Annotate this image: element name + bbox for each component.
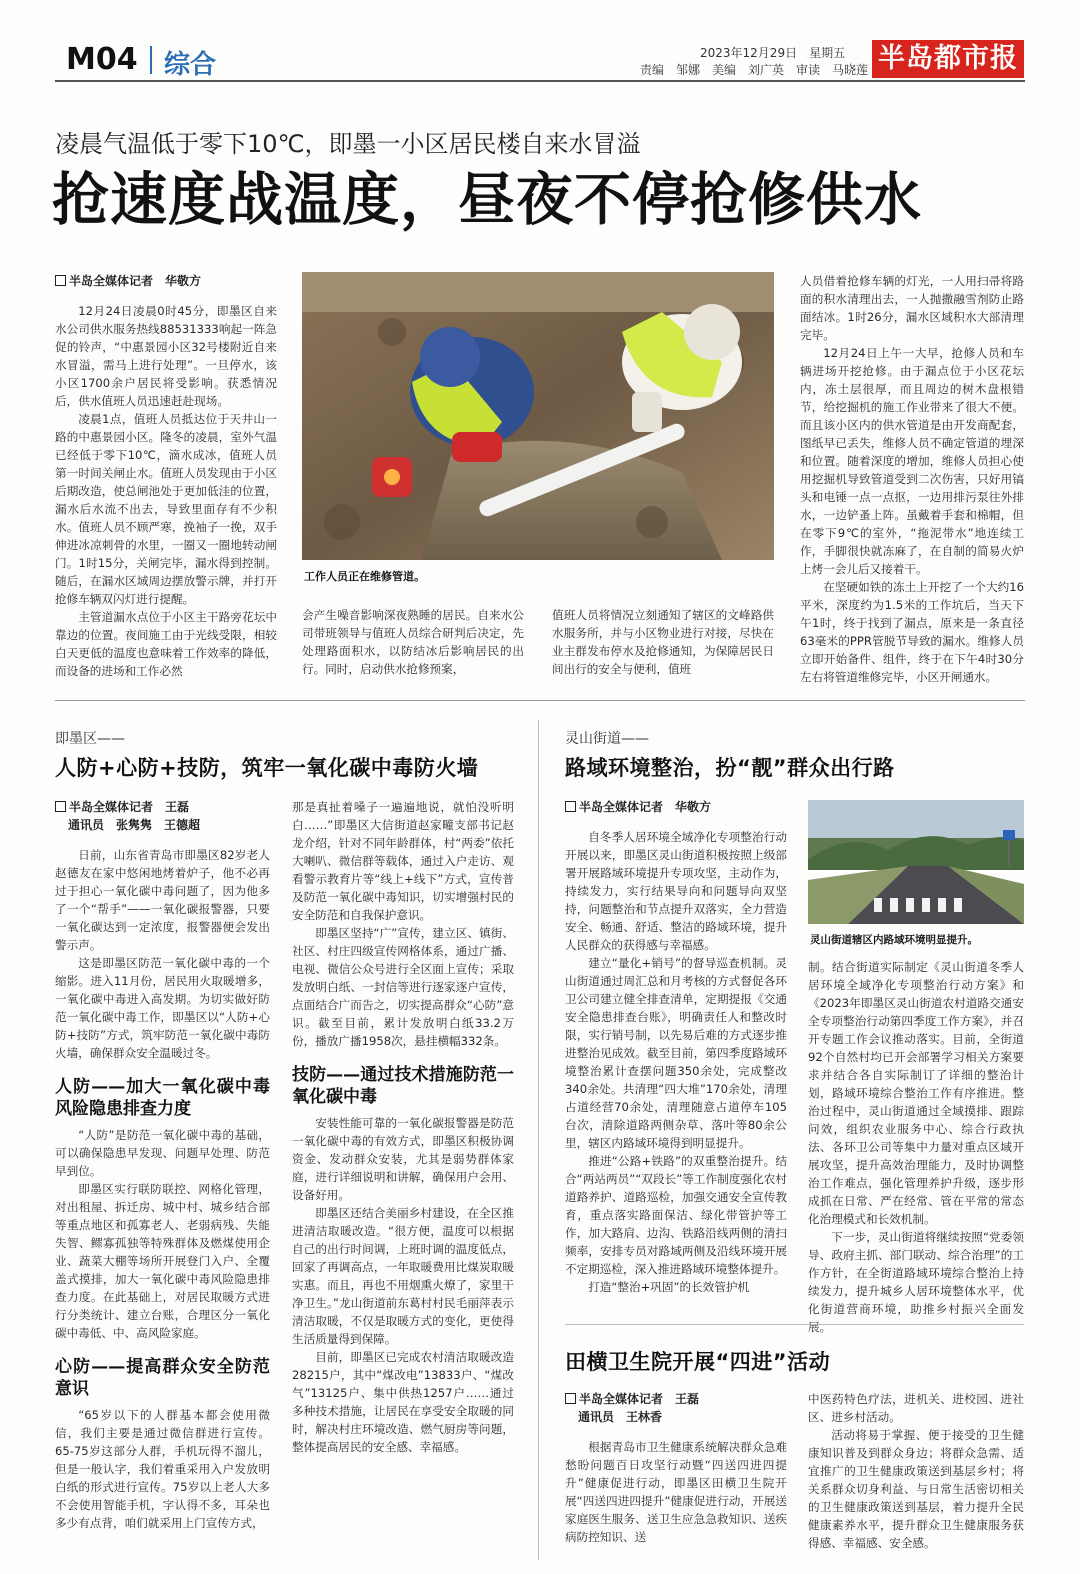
page-number: M04 bbox=[66, 42, 138, 77]
story4-column-1 bbox=[565, 1438, 787, 1568]
paragraph: 主管道漏水点位于小区主干路旁花坛中靠边的位置。夜间施工由于光线受限，相较白天更低的温度也意味着工作效率的降低，而设备的进场和工作必然 bbox=[55, 610, 277, 678]
paragraph: 值班人员将情况立刻通知了辖区的文峰路供水服务所，并与小区物业进行对接，尽快在业主群发布停水及抢修通知，为保障居民日间出行的安全与便利，值班 bbox=[552, 608, 774, 676]
story4-rule bbox=[565, 1324, 1024, 1325]
date-line: 2023年12月29日 星期五 bbox=[700, 46, 846, 60]
section-rule bbox=[55, 700, 1025, 701]
byline-box bbox=[565, 801, 576, 812]
story3-byline-text: 半岛全媒体记者 华敬方 bbox=[579, 800, 712, 814]
lead-photo-caption: 工作人员正在维修管道。 bbox=[304, 570, 425, 583]
paragraph: 制。结合街道实际制定《灵山街道冬季人居环境全域净化专项整治行动方案》和《2023年即墨区灵山街道农村道路交通安全专项整治行动第四季度工作方案》，并召开专题工作会议推动落实。目前，全街道92个自然村均已开会部署学习相关方案要求并结合各自实际制订了详细的整治计划，路域环境综合整治工作有序推进。整治过程中，灵山街道通过全域摸排、跟踪问效，组织农业服务中心、综合行政执法、各环卫公司等集中力量对重点区域开展攻坚，提升高效治理能力，及时协调整治工作难点，强化管理养护升级，逐步形成抓在日常、严在经常、管在平常的常态化治理模式和长效机制。 bbox=[808, 960, 1024, 1226]
lead-kicker: 凌晨气温低于零下10℃，即墨一小区居民楼自来水冒溢 bbox=[55, 130, 641, 158]
paragraph: 中医药特色疗法，进机关、进校园、进社区、进乡村活动。 bbox=[808, 1392, 1024, 1424]
paragraph: 那是真扯着嗓子一遍遍地说，就怕没听明白……”即墨区大信街道赵家疃支部书记赵龙介绍，针对不同年龄群体，村“两委”依托大喇叭、微信群等载体，通过入户走访、观看警示教育片等“线上+线下”方式，宣传普及防范一氧化碳中毒知识，切实增强村民的安全防范和自我保护意识。 bbox=[292, 800, 514, 922]
lead-photo bbox=[302, 272, 774, 560]
story4-column-2 bbox=[808, 1390, 1024, 1568]
story2-subhead-1: 人防——加大一氧化碳中毒风险隐患排查力度 bbox=[55, 1077, 270, 1119]
paragraph: 凌晨1点，值班人员抵达位于天井山一路的中惠景园小区。隆冬的凌晨，室外气温已经低于零下10℃，滴水成冰，值班人员第一时间关闸止水。值班人员发现由于小区后期改造，使总闸池处于更加低洼的位置，漏水后水流不出去，导致里面存有不少积水。值班人员不顾严寒，挽袖子一挽，双手伸进冰凉刺骨的水里，一圈又一圈地转动闸门。1时15分，关闸完毕，漏水得到控制。随后，在漏水区域周边摆放警示牌，并打开抢修车辆双闪灯进行提醒。 bbox=[55, 412, 277, 606]
lead-byline-text: 半岛全媒体记者 华敬方 bbox=[69, 274, 202, 288]
paragraph: 活动将易于掌握、便于接受的卫生健康知识普及到群众身边；将群众急需、适宜推广的卫生健康政策送到基层乡村；将关系群众切身利益、与日常生活密切相关的卫生健康政策送到基层，着力提升全民健康素养水平，提升群众卫生健康服务获得感、幸福感、安全感。 bbox=[808, 1428, 1024, 1550]
story4-byline bbox=[565, 1390, 699, 1426]
masthead-logo bbox=[872, 40, 1024, 78]
story3-kicker: 灵山街道—— bbox=[565, 731, 649, 747]
masthead-text: 半岛都市报 bbox=[878, 43, 1018, 74]
road-photo bbox=[808, 800, 1024, 924]
lead-headline: 抢速度战温度，昼夜不停抢修供水 bbox=[52, 167, 922, 233]
paragraph: 打造“整治+巩固”的长效管护机 bbox=[588, 1280, 750, 1294]
story2-byline bbox=[55, 798, 200, 834]
lead-column-3 bbox=[552, 606, 774, 678]
lead-column-2 bbox=[302, 606, 524, 678]
column-divider bbox=[538, 720, 539, 1560]
story4-headline: 田横卫生院开展“四进”活动 bbox=[565, 1350, 831, 1374]
lead-byline bbox=[55, 272, 201, 290]
story3-headline: 路域环境整治，扮“靓”群众出行路 bbox=[565, 756, 895, 780]
story2-subhead-3: 技防——通过技术措施防范一氧化碳中毒 bbox=[292, 1065, 514, 1107]
story2-headline: 人防+心防+技防，筑牢一氧化碳中毒防火墙 bbox=[55, 756, 479, 780]
story3-column-2 bbox=[808, 958, 1024, 1334]
paragraph: “65岁以下的人群基本都会使用微信，我们主要是通过微信群进行宣传。65-75岁这部分人群，手机玩得不溜儿，但是一般认字，我们着重采用入户发放明白纸的形式进行宣传。75岁以上老人大多不会使用智能手机，字认得不多，耳朵也多少有点背，咱们就采用上门宣传方式， bbox=[55, 1408, 270, 1530]
story4-byline-2: 通讯员 王林香 bbox=[578, 1410, 663, 1424]
story2-byline-1: 半岛全媒体记者 王磊 bbox=[69, 800, 190, 814]
story4-byline-1: 半岛全媒体记者 王磊 bbox=[579, 1392, 700, 1406]
story3-column-1 bbox=[565, 828, 787, 1306]
paragraph: 会产生噪音影响深夜熟睡的居民。自来水公司带班领导与值班人员综合研判后决定，先处理路面积水，以防结冰后影响居民的出行。同时，启动供水抢修预案， bbox=[302, 608, 524, 676]
paragraph: 即墨区还结合美丽乡村建设，在全区推进清洁取暖改造。“很方便，温度可以根据自己的出行时间调，上班时调的温度低点，回家了再调高点，一年取暖费用比煤炭取暖实惠。而且，再也不用烟熏火燎了，家里干净卫生。”龙山街道前东葛村村民毛丽萍表示清洁取暖，不仅是取暖方式的变化，更使得生活质量得到保障。 bbox=[292, 1206, 514, 1346]
paragraph: 12月24日上午一大早，抢修人员和车辆进场开挖抢修。由于漏点位于小区花坛内，冻土层很厚，而且周边的树木盘根错节，给挖掘机的施工作业带来了很大不便。而且该小区内的供水管道是由开发商配套，图纸早已丢失，维修人员不确定管道的埋深和位置。随着深度的增加，维修人员担心使用挖掘机导致管道受到二次伤害，只好用镐头和电锤一点一点抠，一边用排污泵往外排水，一边铲蚤上阵。虽戴着手套和棉帽，但在零下9℃的室外，“拖泥带水”地连续工作，手脚很快就冻麻了，在自制的简易火炉上烤一会儿后又接着干。 bbox=[800, 346, 1024, 576]
paragraph: 12月24日凌晨0时45分，即墨区自来水公司供水服务热线88531333响起一阵急促的铃声，“中惠景园小区32号楼附近自来水冒溢，需马上进行处理”。一旦停水，该小区1700余户居民将受影响。获悉情况后，供水值班人员迅速赶赴现场。 bbox=[55, 304, 277, 408]
header-divider bbox=[150, 46, 152, 74]
story2-subhead-2: 心防——提高群众安全防范意识 bbox=[55, 1357, 270, 1399]
section-name: 综合 bbox=[164, 50, 217, 80]
road-photo-image bbox=[808, 800, 1024, 924]
byline-box bbox=[55, 275, 66, 286]
paragraph: 即墨区坚持“广”宣传，建立区、镇街、社区、村庄四级宣传网格体系，通过广播、电视、微信公众号进行全区面上宣传；采取发放明白纸、一封信等进行逐家逐户宣传，点面结合广而告之，切实提高群众“心防”意识。截至目前，累计发放明白纸33.2万份，播放广播1958次，悬挂横幅332条。 bbox=[292, 926, 514, 1048]
story3-byline bbox=[565, 798, 711, 816]
header-rule bbox=[55, 80, 1025, 82]
lead-column-1 bbox=[55, 302, 277, 678]
paragraph: 目前，即墨区已完成农村清洁取暖改造28215户，其中“煤改电”13833户、“煤改气”13125户、集中供热1257户……通过多种技术措施，让居民在享受安全取暖的同时，解决村庄环境改造、燃气厨房等问题，整体提高居民的安全感、幸福感。 bbox=[292, 1350, 514, 1454]
paragraph: 即墨区实行联防联控、网格化管理，对出租屋、拆迁房、城中村、城乡结合部等重点地区和孤寡老人、老弱病残、失能失智、鳏寡孤独等特殊群体及燃煤使用企业、蔬菜大棚等场所开展登门入户、全覆盖式摸排，加大一氧化碳中毒风险隐患排查力度。在此基础上，对居民取暖方式进行分类统计、建立台账，合理区分一氧化碳中毒低、中、高风险家庭。 bbox=[55, 1182, 270, 1340]
paragraph: 人员借着抢修车辆的灯光，一人用扫帚将路面的积水清理出去，一人抛撒融雪剂防止路面结冰。1时26分，漏水区域积水大部清理完毕。 bbox=[800, 274, 1024, 342]
paragraph: 日前，山东省青岛市即墨区82岁老人赵德友在家中悠闲地烤着炉子，他不必再过于担心一氧化碳中毒问题了，因为他多了一个“帮手”——一氧化碳报警器，只要一氧化碳达到一定浓度，报警器便会发出警示声。 bbox=[55, 848, 270, 952]
byline-box bbox=[565, 1393, 576, 1404]
paragraph: 这是即墨区防范一氧化碳中毒的一个缩影。进入11月份，居民用火取暖增多，一氧化碳中毒进入高发期。为切实做好防范一氧化碳中毒工作，即墨区以“人防+心防+技防”方式，筑牢防范一氧化碳中毒防火墙，确保群众安全温暖过冬。 bbox=[55, 956, 270, 1060]
paragraph: 安装性能可靠的一氧化碳报警器是防范一氧化碳中毒的有效方式，即墨区积极协调资金、发动群众安装，尤其是弱势群体家庭，进行详细说明和讲解，确保用户会用、设备好用。 bbox=[292, 1116, 514, 1202]
paragraph: 建立“量化+销号”的督导巡查机制。灵山街道通过周汇总和月考核的方式督促各环卫公司建立健全排查清单，定期提报《交通安全隐患排查台账》，明确责任人和整改时限，实行销号制，以先易后难的方式逐步推进整治见成效。截至目前，第四季度路域环境整治累计查摆问题350余处，完成整改340余处。共清理“四大堆”170余处，清理占道经营70余处，清理随意占道停车105台次，清除道路两侧杂草、落叶等80余公里，辖区内路域环境得到明显提升。 bbox=[565, 956, 787, 1150]
story2-column-1 bbox=[55, 846, 270, 1574]
story2-byline-2: 通讯员 张隽隽 王德超 bbox=[68, 818, 201, 832]
pipe-repair-photo bbox=[302, 272, 774, 560]
paragraph: “人防”是防范一氧化碳中毒的基础，可以确保隐患早发现、问题早处理、防范早到位。 bbox=[55, 1128, 270, 1178]
road-photo-caption: 灵山街道辖区内路域环境明显提升。 bbox=[810, 934, 978, 946]
page-header bbox=[0, 0, 1080, 82]
paragraph: 推进“公路+铁路”的双重整治提升。结合“两站两员”“双段长”等工作制度强化农村道路养护、道路巡检，加强交通安全宣传教育，重点落实路面保洁、绿化带管护等工作，加大路肩、边沟、铁路沿线两侧的清扫频率，安排专员对路域两侧及沿线环境开展不定期巡检，深入推进路域环境整体提升。 bbox=[565, 1154, 787, 1276]
editors-line: 责编 邹娜 美编 刘广英 审读 马晓莲 bbox=[640, 63, 869, 77]
story2-column-2 bbox=[292, 798, 514, 1574]
paragraph: 根据青岛市卫生健康系统解决群众急难愁盼问题百日攻坚行动暨“四送四进四提升”健康促进行动，即墨区田横卫生院开展“四送四进四提升”健康促进行动，开展送家庭医生服务、送卫生应急急救知识、送疾病防控知识、送 bbox=[565, 1440, 787, 1544]
paragraph: 自冬季人居环境全域净化专项整治行动开展以来，即墨区灵山街道积极按照上级部署开展路域环境提升专项攻坚，主动作为，持续发力，实行结果导向和问题导向双坚持，问题整治和节点提升双落实，全力营造安全、畅通、舒适、整洁的路域环境，提升人民群众的获得感与幸福感。 bbox=[565, 830, 787, 952]
byline-box bbox=[55, 801, 66, 812]
paragraph: 在坚硬如铁的冻土上开挖了一个大约16平米，深度约为1.5米的工作坑后，当天下午1时，终于找到了漏点，原来是一条直径63毫米的PPR管脱节导致的漏水。维修人员立即开始备件、组件，终于在下午4时30分左右将管道维修完毕，小区开闸通水。 bbox=[800, 580, 1024, 684]
paragraph: 下一步，灵山街道将继续按照“党委领导、政府主抓、部门联动、综合治理”的工作方针，在全街道路域环境综合整治上持续发力，提升城乡人居环境整体水平，优化街道营商环境，助推乡村振兴全面发展。 bbox=[808, 1230, 1024, 1334]
lead-column-4 bbox=[800, 272, 1024, 684]
story2-kicker: 即墨区—— bbox=[55, 731, 125, 747]
